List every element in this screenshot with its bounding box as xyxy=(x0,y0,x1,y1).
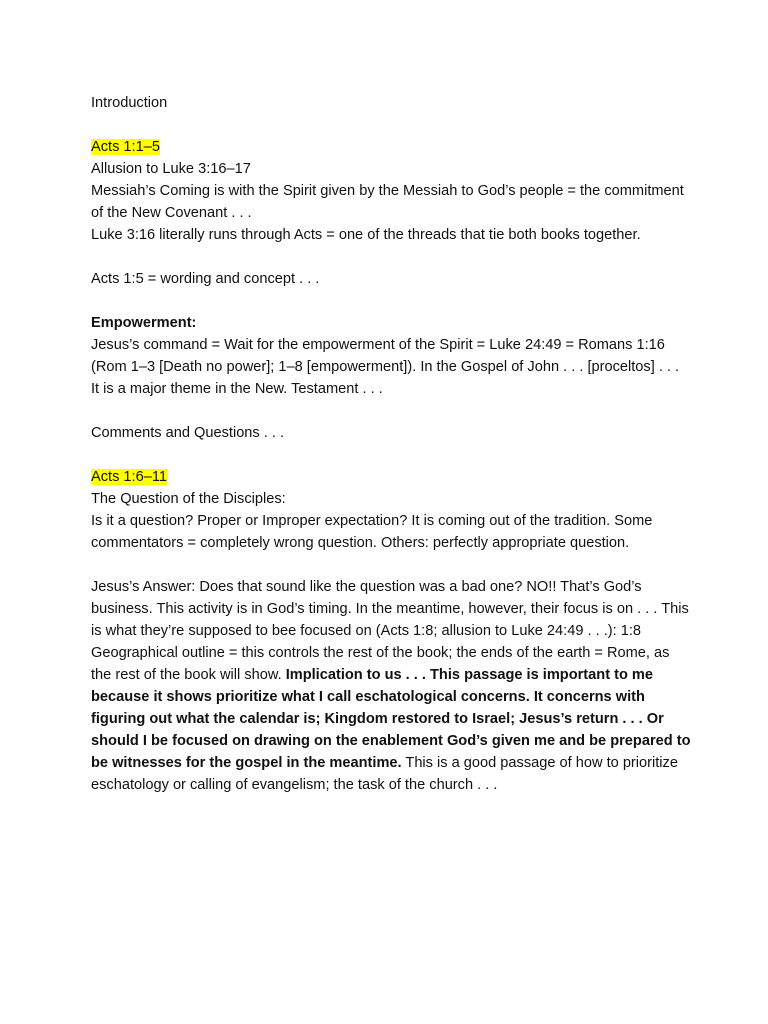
paragraph-acts-1-5: Acts 1:5 = wording and concept . . . xyxy=(91,271,320,287)
paragraph-messiah-coming: Messiah’s Coming is with the Spirit given by the Messiah to God’s people = the commitment of the New Covenant . . . xyxy=(91,183,684,221)
highlighted-reference: Acts 1:1–5 xyxy=(91,139,160,155)
spacer xyxy=(91,400,691,422)
paragraph-empowerment: Jesus’s command = Wait for the empowerment of the Spirit = Luke 24:49 = Romans 1:16 (Rom 1–3 [Death no power]; 1–8 [empowerment]). In the Gospel of John . . . [proceltos] . . . It is a major theme in the New. Testament . . . xyxy=(91,337,680,397)
highlighted-reference: Acts 1:6–11 xyxy=(91,469,167,485)
empowerment-heading: Empowerment: xyxy=(91,315,197,331)
spacer xyxy=(91,290,691,312)
answer-tail-text: This is a good passage of how to prioritize eschatology or calling of evangelism; the task of the church . . . xyxy=(91,755,678,793)
spacer xyxy=(91,444,691,466)
spacer xyxy=(91,246,691,268)
answer-bold-text: Implication to us . . . This passage is important to me because it shows prioritize what I call eschatological concerns. It concerns with figuring out what the calendar is; Kingdom restored to Israel; Jesus’s return . . . Or should I be focused on drawing on the enablement God’s given me and be prepared to be witnesses for the gospel in the meantime. xyxy=(91,667,691,771)
document-page xyxy=(91,92,691,796)
answer-text: Jesus’s Answer: Does that sound like the question was a bad one? NO!! That’s God’s business. This activity is in God’s timing. In the meantime, however, their focus is on . . . This is what they’re supposed to bee focused on (Acts 1:8; allusion to Luke 24:49 . . .): 1:8 Geographical outline = this controls the rest of the book; the ends of the earth = Rome, as the rest of the book will show. xyxy=(91,579,689,683)
spacer xyxy=(91,554,691,576)
paragraph-question-disciples: The Question of the Disciples: xyxy=(91,491,286,507)
paragraph-luke-3-16: Luke 3:16 literally runs through Acts = one of the threads that tie both books together. xyxy=(91,227,641,243)
paragraph-comments: Comments and Questions . . . xyxy=(91,425,285,441)
paragraph-allusion: Allusion to Luke 3:16–17 xyxy=(91,161,251,177)
paragraph-question-expectation: Is it a question? Proper or Improper expectation? It is coming out of the tradition. Some commentators = completely wrong question. Others: perfectly appropriate question. xyxy=(91,513,653,551)
section-heading-acts-1-1-5 xyxy=(91,136,691,158)
paragraph-jesus-answer xyxy=(91,576,691,796)
introduction-heading: Introduction xyxy=(91,95,168,111)
section-heading-acts-1-6-11 xyxy=(91,466,691,488)
spacer xyxy=(91,114,691,136)
